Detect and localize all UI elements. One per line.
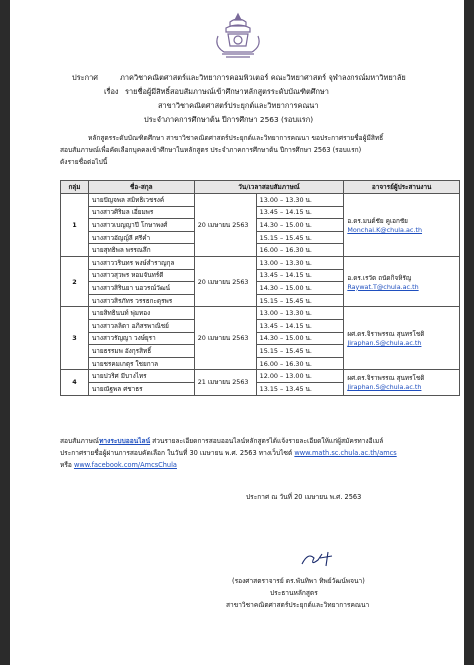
candidate-name: นางสาวสิรภัทร วรรธกะดุรพร [88, 294, 194, 307]
candidate-name: นางสาวศิริมล เอี่ยมพร [88, 206, 194, 219]
advisor-cell [344, 256, 460, 306]
department-name: ภาควิชาคณิตศาสตร์และวิทยาการคอมพิวเตอร์ คณะวิทยาศาสตร์ จุฬาลงกรณ์มหาวิทยาลัย [120, 73, 406, 82]
advisor-name: ผศ.ดร.จิราพรรณ สุนทรโชติ [347, 374, 425, 383]
interview-time: 16.00 – 16.30 น. [256, 244, 344, 257]
interview-time: 14.30 – 15.00 น. [256, 332, 344, 345]
group-number: 3 [61, 307, 89, 370]
candidate-name: นางสาวสุวพร หอมจันทร์ดี [88, 269, 194, 282]
interview-time: 14.30 – 15.00 น. [256, 219, 344, 232]
interview-time: 13.00 – 13.30 น. [256, 256, 344, 269]
interview-date: 21 เมษายน 2563 [194, 370, 256, 395]
interview-date: 20 เมษายน 2563 [194, 307, 256, 370]
candidate-name: นายปัญจพล สมิทธิเวชรงค์ [88, 194, 194, 207]
interview-time: 13.45 – 14.15 น. [256, 269, 344, 282]
interview-schedule-table [60, 180, 460, 396]
signatory-name: (รองศาสตราจารย์ ดร.พันทิพา ทิพย์วัฒน์พจนา) [232, 577, 365, 585]
footer-line-1-start: สอบสัมภาษณ์ [60, 437, 100, 445]
interview-time: 16.00 – 16.30 น. [256, 357, 344, 370]
candidate-name: นางสาวสิรินยา นอวรณ์วัฒน์ [88, 282, 194, 295]
candidate-name: นางสาวอัญญ์ลี ศรีคำ [88, 231, 194, 244]
interview-date: 20 เมษายน 2563 [194, 194, 256, 257]
announcement-date: ประกาศ ณ วันที่ 20 เมษายน พ.ศ. 2563 [246, 493, 362, 501]
interview-time: 13.00 – 13.30 น. [256, 194, 344, 207]
advisor-name: อ.ดร.มนต์ชัย คูเอกชัย [347, 216, 408, 225]
subject-title: รายชื่อผู้มีสิทธิ์สอบสัมภาษณ์เข้าศึกษาหลักสูตรระดับบัณฑิตศึกษา [125, 87, 329, 96]
footer-line-1 [60, 436, 383, 448]
footer-line-3 [60, 460, 177, 472]
advisor-cell [344, 194, 460, 257]
candidate-name: นายสิทธินนท์ พุ่มทอง [88, 307, 194, 320]
footer-line-2-text: ประกาศรายชื่อผู้ผ่านการสอบคัดเลือก ในวันที่ 30 เมษายน พ.ศ. 2563 ทางเว็บไซต์ [60, 449, 295, 457]
candidate-name: นายธรรมพ อังกุรสิทธิ์ [88, 345, 194, 358]
interview-time: 15.15 – 15.45 น. [256, 231, 344, 244]
intro-line-2: สอบสัมภาษณ์เพื่อคัดเลือกบุคคลเข้าศึกษาในหลักสูตร ประจำภาคการศึกษาต้น ปีการศึกษา 2563 (รอบแรก) [60, 146, 362, 154]
group-number: 4 [61, 370, 89, 395]
handwritten-signature [298, 548, 340, 570]
table-row [61, 194, 460, 207]
term-title: ประจำภาคการศึกษาต้น ปีการศึกษา 2563 (รอบแรก) [144, 115, 314, 124]
candidate-name: นายชรคมเกตุร ใชยกาล [88, 357, 194, 370]
candidate-name: นางสาวเบญญาปี โกษาพงศ์ [88, 219, 194, 232]
advisor-cell [344, 370, 460, 395]
website-link[interactable]: www.math.sc.chula.ac.th/amcs [294, 449, 397, 457]
advisor-name: ผศ.ดร.จิราพรรณ สุนทรโชติ [347, 330, 425, 339]
advisor-email-link[interactable]: Raywat.T@chula.ac.th [347, 282, 419, 291]
footer-line-3-text: หรือ [60, 461, 74, 469]
interview-time: 13.45 – 14.15 น. [256, 206, 344, 219]
header-group: กลุ่ม [61, 181, 89, 194]
group-number: 1 [61, 194, 89, 257]
header-advisor: อาจารย์ผู้ประสานงาน [344, 181, 460, 194]
interview-date: 20 เมษายน 2563 [194, 256, 256, 306]
candidate-name: นางสาววรินทร พงษ์สำราญกุล [88, 256, 194, 269]
group-number: 2 [61, 256, 89, 306]
interview-time: 15.15 – 15.45 น. [256, 294, 344, 307]
advisor-email-link[interactable]: Monchai.K@chula.ac.th [347, 225, 423, 234]
interview-time: 13.15 – 13.45 น. [256, 382, 344, 395]
candidate-name: นางสาวรัญญา วงษ์ยุรา [88, 332, 194, 345]
interview-time: 13.45 – 14.15 น. [256, 319, 344, 332]
candidate-name: นางสาวลลิตา อภิสรพาณิชย์ [88, 319, 194, 332]
advisor-email-link[interactable]: Jiraphan.S@chula.ac.th [347, 383, 422, 392]
interview-time: 14.30 – 15.00 น. [256, 282, 344, 295]
header-name: ชื่อ-สกุล [88, 181, 194, 194]
signatory-program: สาขาวิชาคณิตศาสตร์ประยุกต์และวิทยาการคณนา [226, 601, 370, 609]
candidate-name: นายปวริศ มีบางไทร [88, 370, 194, 383]
advisor-cell [344, 307, 460, 370]
footer-line-2 [60, 448, 397, 460]
program-name: สาขาวิชาคณิตศาสตร์ประยุกต์และวิทยาการคณนา [158, 101, 319, 110]
document-page [10, 0, 464, 665]
header-datetime: วัน/เวลาสอบสัมภาษณ์ [194, 181, 344, 194]
advisor-name: อ.ดร.เรวัต ถนัดกิจหิรัญ [347, 273, 412, 282]
interview-time: 13.00 – 13.30 น. [256, 307, 344, 320]
announcement-label: ประกาศ [72, 73, 98, 82]
table-header-row [61, 181, 460, 194]
subject-label: เรื่อง [104, 87, 119, 96]
intro-line-3: ดังรายชื่อต่อไปนี้ [60, 158, 108, 166]
candidate-name: นายณัฐพล ศชาธร [88, 382, 194, 395]
interview-time: 15.15 – 15.45 น. [256, 345, 344, 358]
facebook-link[interactable]: www.facebook.com/AmcsChula [73, 461, 177, 469]
table-row [61, 307, 460, 320]
candidate-name: นายสุทธิพล พรรณลึก [88, 244, 194, 257]
table-row [61, 370, 460, 383]
advisor-email-link[interactable]: Jiraphan.S@chula.ac.th [347, 339, 422, 348]
table-row [61, 256, 460, 269]
interview-time: 12.00 – 13.00 น. [256, 370, 344, 383]
university-seal-logo [210, 12, 266, 60]
footer-line-1-end: ส่วนรายละเอียดการสอบออนไลน์หลักสูตรได้แจ้งรายละเอียดให้แก่ผู้สมัครทางอีเมล์ [150, 437, 384, 445]
intro-line-1: หลักสูตรระดับบัณฑิตศึกษา สาขาวิชาคณิตศาสตร์ประยุกต์และวิทยาการคณนา ขอประกาศรายชื่อผู้มีสิทธิ์ [88, 134, 384, 142]
online-system-text: ทางระบบออนไลน์ [99, 437, 151, 445]
signatory-role: ประธานหลักสูตร [270, 589, 318, 597]
